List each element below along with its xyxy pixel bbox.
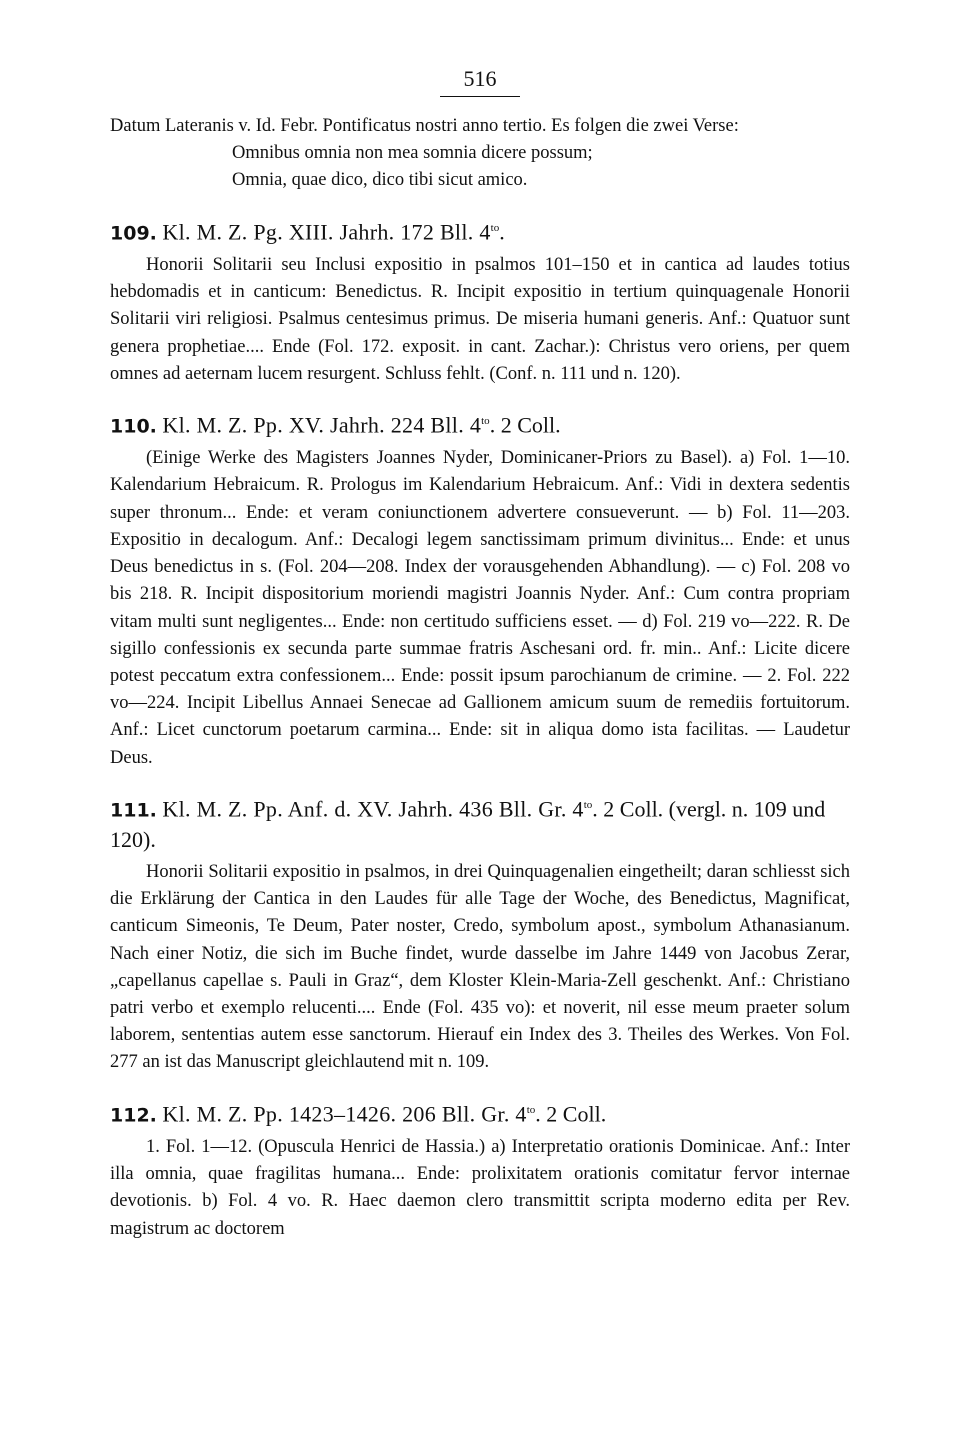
entry-heading-text: Kl. M. Z. Pp. 1423–1426. 206 Bll. Gr. 4 bbox=[162, 1101, 527, 1126]
intro-paragraph: Datum Lateranis v. Id. Febr. Pontificatus nostri anno tertio. Es folgen die zwei Verse: bbox=[110, 116, 739, 136]
entry-heading-tail: . 2 Coll. (vergl. n. 109 und 120). bbox=[110, 796, 826, 853]
entry-heading-112 bbox=[110, 1095, 850, 1130]
verse-line: Omnia, quae dico, dico tibi sicut amico. bbox=[232, 170, 528, 191]
entry-number: 112. bbox=[110, 1104, 157, 1126]
entry-heading-110 bbox=[110, 406, 850, 441]
entry-heading-tail: . 2 Coll. bbox=[535, 1101, 607, 1126]
entry-text-110: (Einige Werke des Magisters Joannes Nyder, Dominicaner-Priors zu Basel). a) Fol. 1—10. Kalendarium Hebraicum. R. Prologus im Kalendarium Hebraicum. Anf.: Vidi in dextera sedentis super thronum... Ende: et veram coniunctionem advertere consueverunt. — b) Fol. 11—203. Expositio in decalogum. Anf.: Decalogi legem sanctissimam primum divinitus... Ende: et unus Deus benedictus in s. (Fol. 204—208. Index der vorausgehenden Abhandlung). — c) Fol. 208 vo bis 218. R. Incipit dispositorium moriendi magistri Joannis Nyder. Anf.: Cum contra propriam vitam multi sunt negligentes... Ende: non certitudo sufficiens esset. — d) Fol. 219 vo—222. R. De sigillo confessionis ex secunda parte summae fratris Aschesani ord. fr. min.. Anf.: Licite dicere potest peccatum extra confessionem... Ende: possit ipsum parochianum de crimine. — 2. Fol. 222 vo—224. Incipit Libellus Annaei Senecae ad Gallionem amicum suum de remediis fortuitorum. Anf.: Licet cunctorum poetarum carmina... Ende: sit in aliqua domo ista facilitas. — Laudetur Deus. bbox=[110, 448, 850, 768]
entry-text-112: 1. Fol. 1—12. (Opuscula Henrici de Hassia.) a) Interpretatio orationis Dominicae. Anf.: Inter illa omnia, quae fragilitas humana... Ende: prolixitatem orationis comitatur fervor internae devotionis. b) Fol. 4 vo. R. Haec daemon clero transmittit scripta moderno edita per Rev. magistrum ac doctorem bbox=[110, 1137, 850, 1239]
entry-heading-text: Kl. M. Z. Pg. XIII. Jahrh. 172 Bll. 4 bbox=[162, 218, 491, 244]
verse-line: Omnibus omnia non mea somnia dicere possum; bbox=[232, 143, 593, 164]
entry-heading-sup: to bbox=[526, 1103, 536, 1116]
entry-heading-sup: to bbox=[583, 798, 593, 811]
entry-text-109: Honorii Solitarii seu Inclusi expositio in psalmos 101–150 et in cantica ad laudes totius hebdomadis et in canticum: Benedictus. R. Incipit expositio in tertium quinquagenale Honorii Solitarii viri religiosi. Psalmus centesimus primus. De miseria humani generis. Anf.: Quatuor sunt genera prophetiae.... Ende (Fol. 172. exposit. in cant. Zachar.): Christus vero oriens, per quem omnes ad aeternam lucem resurgent. Schluss fehlt. (Conf. n. 111 und n. 120). bbox=[110, 254, 850, 384]
entry-heading-sup: to bbox=[490, 221, 500, 234]
entry-number: 110. bbox=[110, 415, 157, 438]
entry-number: 111. bbox=[110, 799, 157, 822]
entry-heading-sup: to bbox=[481, 414, 490, 427]
document-page bbox=[110, 66, 850, 1243]
entry-heading-text: Kl. M. Z. Pp. Anf. d. XV. Jahrh. 436 Bll. Gr. 4 bbox=[162, 796, 584, 822]
entry-heading-tail: . bbox=[499, 218, 505, 244]
entry-heading-111 bbox=[110, 790, 850, 855]
entry-heading-109 bbox=[110, 213, 850, 248]
entry-number: 109. bbox=[110, 221, 157, 244]
entry-heading-tail: . 2 Coll. bbox=[489, 412, 561, 438]
page-number: 516 bbox=[440, 66, 520, 97]
entry-text-111: Honorii Solitarii expositio in psalmos, in drei Quinquagenalien eingetheilt; daran schliesst sich die Erklärung der Cantica in den Laudes für alle Tage der Woche, des Benedictus, Magnificat, canticum Simeonis, Te Deum, Pater noster, Credo, symbolum apost., symbolum Athanasianum. Nach einer Notiz, die sich im Buche findet, wurde dasselbe im Jahre 1449 von Jacobus Zerar, „capellanus capellae s. Pauli in Graz“, dem Kloster Klein-Maria-Zell geschenkt. Anf.: Christiano patri verbo et exemplo relucenti.... Ende (Fol. 435 vo): et noverit, nil esse meum praeter solum laborem, sententias autem esse sanctorum. Hierauf ein Index des 3. Theiles des Werkes. Von Fol. 277 an ist das Manuscript gleichlautend mit n. 109. bbox=[110, 862, 850, 1073]
entry-heading-text: Kl. M. Z. Pp. XV. Jahrh. 224 Bll. 4 bbox=[162, 412, 482, 438]
